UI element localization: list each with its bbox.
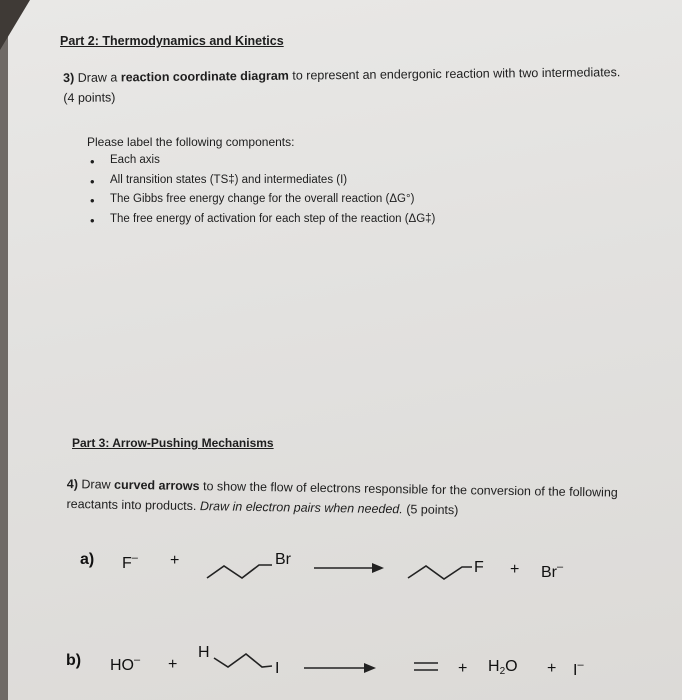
product-fluorine-atom: F (474, 559, 484, 576)
bullet-item: • All transition states (TS‡) and intermediates (I) (88, 174, 435, 194)
q3-bold-text: reaction coordinate diagram (120, 68, 289, 85)
q4-number: 4) (66, 476, 79, 492)
plus-sign: + (458, 660, 468, 677)
hydrogen-atom: H (198, 644, 210, 661)
q4-text-middle: to show the flow of electrons responsible for the conversion of the following reactants into products. (66, 479, 618, 514)
bromine-atom: Br (275, 551, 291, 568)
q4-italic-text: Draw in electron pairs when needed. (199, 499, 403, 517)
iodide-ion: I– (573, 659, 584, 679)
iodine-atom: I (275, 660, 280, 677)
water-molecule: $H_2O$ (488, 658, 518, 677)
reactant-b-skeletal-chain (214, 654, 272, 667)
fluoride-ion: F– (122, 552, 138, 572)
hydroxide-ion: HO– (110, 654, 141, 674)
bullet-item: • The free energy of activation for each step of the reaction (ΔG‡) (88, 213, 435, 233)
product-a-skeletal-chain (408, 566, 472, 579)
bullet-item: • The Gibbs free energy change for the overall reaction (ΔG°) (88, 193, 435, 213)
part3-heading: Part 3: Arrow-Pushing Mechanisms (72, 436, 274, 450)
q3-text-before: Draw a (77, 70, 121, 85)
plus-sign: + (510, 561, 520, 578)
plus-sign: + (170, 552, 180, 569)
q3-number: 3) (63, 70, 75, 85)
plus-sign: + (168, 656, 178, 673)
q4-text-before: Draw (81, 477, 115, 492)
bullet-item: • Each axis (88, 154, 435, 174)
part2-heading: Part 2: Thermodynamics and Kinetics (60, 34, 284, 48)
q3-instructions-intro: Please label the following components: (87, 135, 295, 149)
reactant-a-skeletal-chain (207, 565, 272, 578)
q3-text-after: to represent an endergonic reaction with two intermediates. (4 points) (63, 65, 621, 105)
plus-sign: + (547, 660, 557, 677)
bromide-ion: Br– (541, 561, 564, 581)
reaction-b-label: b) (66, 652, 82, 669)
reaction-a-label: a) (80, 551, 95, 568)
q4-bold-text: curved arrows (113, 477, 200, 494)
q4-text-after: (5 points) (402, 502, 459, 518)
